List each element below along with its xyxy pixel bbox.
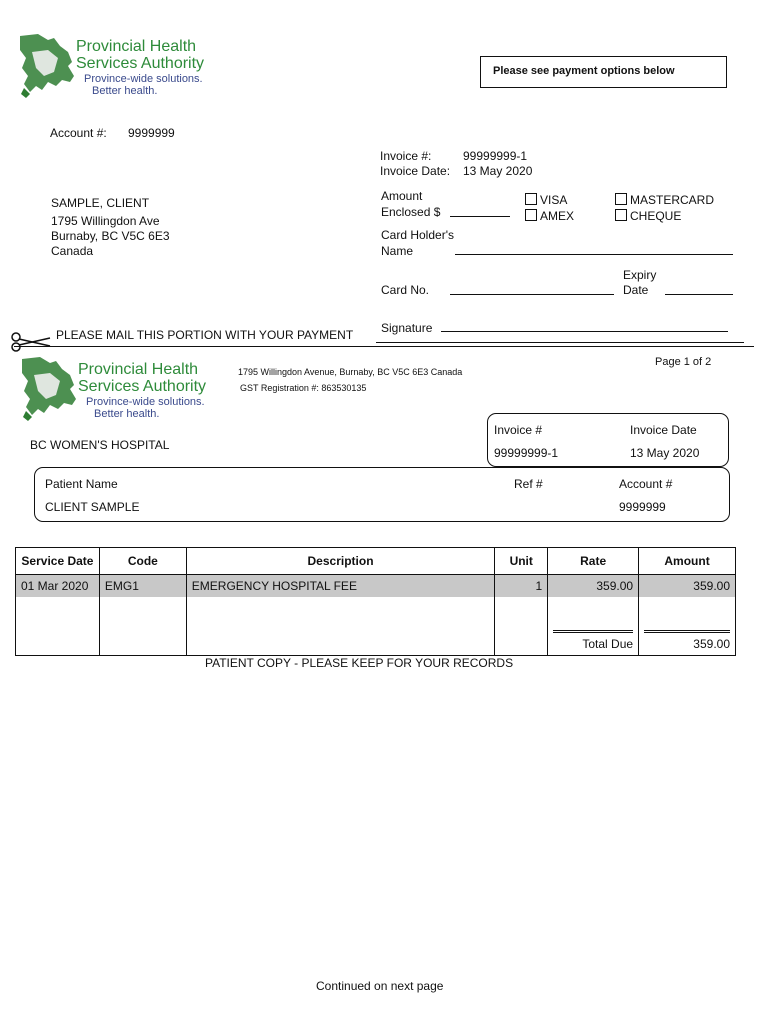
table-row — [16, 575, 736, 598]
page-info: Page 1 of 2 — [655, 356, 712, 368]
amount-field[interactable] — [450, 216, 510, 217]
cut-line — [14, 346, 754, 347]
account-value: 9999999 — [128, 126, 175, 140]
expiry-label1: Expiry — [623, 268, 657, 282]
charges-table — [15, 547, 736, 656]
amount-label1: Amount — [381, 189, 423, 203]
invoice-box-date: 13 May 2020 — [630, 446, 700, 460]
client-name: SAMPLE, CLIENT — [51, 196, 150, 210]
total-rule-2 — [644, 630, 730, 633]
visa-option[interactable] — [525, 193, 567, 207]
visa-label: VISA — [540, 193, 568, 207]
cheque-option[interactable] — [615, 209, 681, 223]
cell-unit: 1 — [495, 575, 548, 598]
mastercard-option[interactable] — [615, 193, 714, 207]
invoice-box-date-label: Invoice Date — [630, 423, 697, 437]
ref-label: Ref # — [514, 477, 543, 491]
patient-name-label: Patient Name — [45, 477, 118, 491]
org-logo-2 — [20, 355, 225, 425]
invoice-box — [487, 413, 729, 467]
patient-account: 9999999 — [619, 500, 666, 514]
org-name-line2-2: Services Authority — [78, 378, 207, 395]
patient-box — [34, 467, 730, 522]
col-unit: Unit — [495, 548, 548, 575]
gst-registration: GST Registration #: 863530135 — [240, 383, 367, 393]
client-address1: 1795 Willingdon Ave — [51, 214, 160, 228]
col-amount: Amount — [639, 548, 736, 575]
col-service-date: Service Date — [16, 548, 100, 575]
col-rate: Rate — [548, 548, 639, 575]
client-country: Canada — [51, 244, 94, 258]
account-label: Account #: — [50, 126, 107, 140]
invoice-box-number-label: Invoice # — [494, 423, 543, 437]
client-address2: Burnaby, BC V5C 6E3 — [51, 229, 170, 243]
total-value: 359.00 — [693, 637, 730, 651]
table-total-row — [16, 597, 736, 656]
total-rule — [553, 630, 633, 633]
signature-field[interactable] — [441, 331, 728, 332]
cell-amount: 359.00 — [639, 575, 736, 598]
card-holder-label1: Card Holder's — [381, 228, 454, 242]
patient-name: CLIENT SAMPLE — [45, 500, 140, 514]
visa-checkbox[interactable] — [525, 193, 537, 205]
amex-label: AMEX — [540, 209, 575, 223]
bc-map-icon — [18, 32, 78, 102]
card-no-field[interactable] — [450, 294, 614, 295]
invoice-date-label: Invoice Date: — [380, 164, 451, 178]
cell-description: EMERGENCY HOSPITAL FEE — [186, 575, 494, 598]
mastercard-label: MASTERCARD — [630, 193, 715, 207]
cheque-label: CHEQUE — [630, 209, 682, 223]
mastercard-checkbox[interactable] — [615, 193, 627, 205]
expiry-label2: Date — [623, 283, 649, 297]
org-tagline1-2: Province-wide solutions. — [86, 396, 205, 408]
col-description: Description — [186, 548, 494, 575]
mail-note: PLEASE MAIL THIS PORTION WITH YOUR PAYMENT — [56, 328, 354, 342]
continued-note: Continued on next page — [316, 979, 444, 993]
bc-map-icon-2 — [20, 355, 80, 425]
total-label: Total Due — [582, 637, 634, 651]
card-holder-field[interactable] — [455, 254, 733, 255]
signature-label: Signature — [381, 321, 433, 335]
separator — [376, 342, 744, 343]
org-tagline2: Better health. — [92, 85, 158, 97]
payment-note-box — [480, 56, 727, 88]
amex-option[interactable] — [525, 209, 574, 223]
cell-service-date: 01 Mar 2020 — [16, 575, 100, 598]
cell-rate: 359.00 — [548, 575, 639, 598]
scissors-icon — [10, 331, 52, 353]
org-name-line1-2: Provincial Health — [78, 361, 199, 378]
org-tagline2-2: Better health. — [94, 408, 160, 420]
cell-code: EMG1 — [99, 575, 186, 598]
org-tagline1: Province-wide solutions. — [84, 73, 203, 85]
patient-copy-note: PATIENT COPY - PLEASE KEEP FOR YOUR RECORDS — [205, 656, 514, 670]
amount-label2: Enclosed $ — [381, 205, 441, 219]
invoice-box-number: 99999999-1 — [494, 446, 559, 460]
invoice-date: 13 May 2020 — [463, 164, 533, 178]
org-logo — [18, 32, 223, 102]
invoice-number-label: Invoice #: — [380, 149, 432, 163]
col-code: Code — [99, 548, 186, 575]
card-holder-label2: Name — [381, 244, 414, 258]
org-name-line2: Services Authority — [76, 55, 205, 72]
payment-note: Please see payment options below — [493, 65, 675, 77]
org-name-line1: Provincial Health — [76, 38, 197, 55]
amex-checkbox[interactable] — [525, 209, 537, 221]
patient-account-label: Account # — [619, 477, 673, 491]
cheque-checkbox[interactable] — [615, 209, 627, 221]
invoice-number: 99999999-1 — [463, 149, 528, 163]
expiry-field[interactable] — [665, 294, 733, 295]
org-address: 1795 Willingdon Avenue, Burnaby, BC V5C 6E3 Canada — [238, 367, 463, 377]
table-header-row — [16, 548, 736, 575]
facility-name: BC WOMEN'S HOSPITAL — [30, 438, 170, 452]
card-no-label: Card No. — [381, 283, 430, 297]
